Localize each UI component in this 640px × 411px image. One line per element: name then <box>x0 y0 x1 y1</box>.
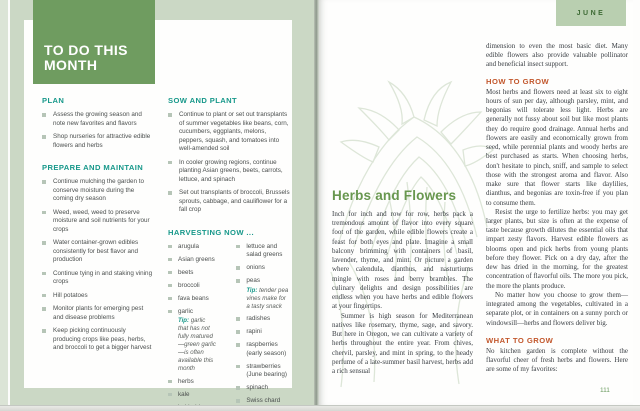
subheading-what-to-grow: WHAT TO GROW <box>486 335 554 345</box>
todo-item-text: Monitor plants for emerging pest and disease problems <box>53 305 144 321</box>
todo-item-text: Weed, weed, weed to preserve moisture and soil nutrients for your crops <box>53 208 150 233</box>
todo-item-text: Keep picking continuously producing crops like peas, herbs, and broccoli to get a bigger harvest <box>53 327 152 351</box>
article-paragraph: Inch for inch and row for row, herbs pack a tremendous amount of flavor into every square foot of the garden, while edible flowers create a feast for both eyes and plate. Imagine a small balcony brimming with containers of basil, lavender, thyme, and mint. Or picture a garden where calendula, dianthus, and nasturtiums mingle with roses and berry brambles. The culinary delights and design possibilities are endless when you have herbs and edible flowers at your fingertips. <box>332 210 473 311</box>
month-todo-title-box <box>33 0 155 84</box>
book-edge-strip <box>0 0 10 405</box>
harvest-item <box>168 269 216 278</box>
bullet-square-icon <box>168 380 172 384</box>
section-plan <box>42 96 155 150</box>
article-paragraph: Resist the urge to fertilize herbs: you may get larger plants, but size is often at the expense of taste because growth dilutes the essential oils that impart zesty flavors. Harvest edible flowers as blooms open and pick herbs from young plants before they flower. Pick on a dry day, after the dew has dried in the morning, for the greatest concentration of flavorful oils. The more you pick, the more the plants produce. <box>486 207 628 290</box>
bullet-square-icon <box>42 294 46 298</box>
harvest-item <box>236 384 290 393</box>
harvest-item-peas <box>236 277 290 311</box>
article-paragraph: dimension to even the most basic diet. Many edible flowers also provide valuable pollinator and beneficial insect support. <box>486 42 628 69</box>
harvest-item-text: lettuce and salad greens <box>246 242 283 258</box>
harvest-item <box>168 378 216 387</box>
todo-item-text: Hill potatoes <box>53 291 88 299</box>
article-paragraph: No kitchen garden is complete without the flavorful cheer of fresh herbs and flowers. Here are some of my favorites: <box>486 346 628 374</box>
tip-label: Tip: <box>178 317 190 324</box>
section-heading-harvest: HARVESTING NOW ... <box>168 227 254 237</box>
page-title: TO DO THIS MONTH <box>44 41 128 74</box>
harvest-item <box>236 264 290 273</box>
todo-item <box>42 111 155 128</box>
bullet-square-icon <box>168 271 172 275</box>
todo-item <box>168 159 290 185</box>
harvest-item <box>168 295 216 304</box>
bullet-square-icon <box>168 161 172 165</box>
harvest-item-text: onions <box>246 264 265 271</box>
bullet-square-icon <box>236 266 240 270</box>
harvest-item-text: arugula <box>178 242 200 250</box>
harvest-item <box>168 243 216 252</box>
harvest-item-text: peas <box>246 277 260 284</box>
bullet-square-icon <box>42 180 46 184</box>
todo-item-text: Continue tying in and staking vining crops <box>53 269 153 285</box>
section-sow-plant <box>168 96 290 215</box>
bullet-square-icon <box>236 317 240 321</box>
todo-item <box>168 189 290 215</box>
bullet-square-icon <box>168 113 172 117</box>
todo-item <box>42 133 155 150</box>
harvest-item-text: herbs <box>178 377 194 385</box>
section-heading-prepare: PREPARE AND MAINTAIN <box>42 163 144 172</box>
harvest-list-right <box>236 243 290 411</box>
harvest-item <box>168 391 216 400</box>
harvest-item-text: spinach <box>246 384 269 392</box>
bullet-square-icon <box>42 272 46 276</box>
book-bottom-edge <box>0 405 640 411</box>
bullet-square-icon <box>168 191 172 195</box>
tip-text: garlic that has not fully matured—green garlic—is often available this month <box>178 317 216 373</box>
bullet-square-icon <box>168 284 172 288</box>
todo-item <box>42 292 155 301</box>
bullet-square-icon <box>236 245 240 249</box>
harvest-item-text: beets <box>178 268 194 276</box>
harvest-item-text: Asian greens <box>178 255 215 263</box>
todo-column-middle <box>168 96 290 411</box>
harvest-item-text: rapini <box>246 328 262 336</box>
bullet-square-icon <box>236 365 240 369</box>
bullet-square-icon <box>168 258 172 262</box>
bullet-square-icon <box>236 279 240 283</box>
article-column-left <box>332 188 473 376</box>
tip-text: tender pea vines make for a tasty snack <box>246 286 289 310</box>
todo-item <box>42 239 155 265</box>
todo-item-text: Set out transplants of broccoli, Brussels sprouts, cabbage, and cauliflower for a fall crop <box>179 189 290 213</box>
peas-tip <box>246 287 290 311</box>
bullet-square-icon <box>236 343 240 347</box>
harvest-item-text: radishes <box>246 315 271 323</box>
harvest-item <box>236 341 290 358</box>
todo-item-text: Assess the growing season and note new favorites and flavors <box>53 111 142 127</box>
article-heading: Herbs and Flowers <box>332 188 457 203</box>
harvest-list-left <box>168 243 216 411</box>
harvest-item <box>236 315 290 324</box>
todo-item <box>42 209 155 235</box>
harvest-item-text: strawberries (June bearing) <box>246 362 287 379</box>
todo-item-text: Shop nurseries for attractive edible flowers and herbs <box>53 133 151 149</box>
month-tab <box>556 0 626 26</box>
section-prepare-maintain <box>42 163 155 353</box>
article-paragraph: No matter how you choose to grow them—integrated among the vegetables, cultivated in a separate plot, or in containers on a sunny porch or windowsill—herbs and flowers deliver big. <box>486 290 628 327</box>
bullet-square-icon <box>236 330 240 334</box>
section-harvesting-now <box>168 228 290 411</box>
todo-item <box>42 327 155 353</box>
harvest-item-text: garlic <box>178 307 194 315</box>
todo-item <box>168 111 290 154</box>
todo-item <box>42 305 155 322</box>
todo-column-left <box>42 96 155 358</box>
bullet-square-icon <box>42 135 46 139</box>
bullet-square-icon <box>236 399 240 403</box>
harvest-item-garlic <box>168 308 216 374</box>
bullet-square-icon <box>42 211 46 215</box>
bullet-square-icon <box>42 241 46 245</box>
harvest-item <box>236 363 290 380</box>
garlic-tip <box>178 317 216 373</box>
todo-item-text: In cooler growing regions, continue planting Asian greens, beets, carrots, lettuce, and spinach <box>179 158 283 183</box>
page-number: 111 <box>600 387 610 394</box>
harvest-item-text: Swiss chard <box>246 397 281 405</box>
bullet-square-icon <box>42 329 46 333</box>
article-column-right <box>486 42 628 375</box>
harvest-item <box>236 243 290 260</box>
section-heading-sow: SOW AND PLANT <box>168 96 238 105</box>
todo-item-text: Continue to plant or set out transplants of summer vegetables like beans, corn, cucumbers, eggplants, melons, peppers, squash, and tomatoes into well-amended soil <box>179 111 289 152</box>
harvest-item <box>168 256 216 265</box>
right-page <box>319 0 633 405</box>
subheading-how-to-grow: HOW TO GROW <box>486 76 550 86</box>
left-page <box>10 0 314 405</box>
harvest-item <box>168 282 216 291</box>
todo-item-text: Water container-grown edibles consistently for best flavor and production <box>53 239 139 263</box>
month-tab-label: JUNE <box>576 9 606 17</box>
harvest-item-text: kale <box>178 390 190 398</box>
bullet-square-icon <box>168 245 172 249</box>
todo-item-text: Continue mulching the garden to conserve moisture during the coming dry season <box>53 178 145 202</box>
bullet-square-icon <box>168 310 172 314</box>
bullet-square-icon <box>168 393 172 397</box>
harvest-item-text: fava beans <box>178 294 209 302</box>
bullet-square-icon <box>42 113 46 117</box>
todo-item <box>42 270 155 287</box>
harvest-item-text: broccoli <box>178 281 200 289</box>
todo-item <box>42 178 155 204</box>
tip-label: Tip: <box>246 286 258 294</box>
bullet-square-icon <box>236 386 240 390</box>
bullet-square-icon <box>42 307 46 311</box>
article-paragraph: Most herbs and flowers need at least six to eight hours of sun per day, although parsley, mint, and begonias will tolerate less light. Herbs are generally not fussy about soil but like most plants they do require good drainage. Annual herbs and flowers are easily and economically grown from seed, while perennial plants and woody herbs are best purchased as starts. When choosing herbs, don't hesitate to pinch, sniff, and sample to select those with the strongest aroma and flavor. Also make sure that flower starts like daylilies, dianthus, and begonias are toxin-free if you plan to consume them. <box>486 87 628 207</box>
article-paragraph: Summer is high season for Mediterranean natives like rosemary, thyme, sage, and savory. But here in Oregon, we can cultivate a variety of herbs throughout the entire year. From chives, chervil, parsley, and mint in spring, to the heady perfume of a late-summer basil harvest, herbs add a rich sensual <box>332 311 473 375</box>
bullet-square-icon <box>168 297 172 301</box>
harvest-item <box>236 328 290 337</box>
harvest-item-text: raspberries (early season) <box>246 341 287 357</box>
section-heading-plan: PLAN <box>42 96 65 105</box>
